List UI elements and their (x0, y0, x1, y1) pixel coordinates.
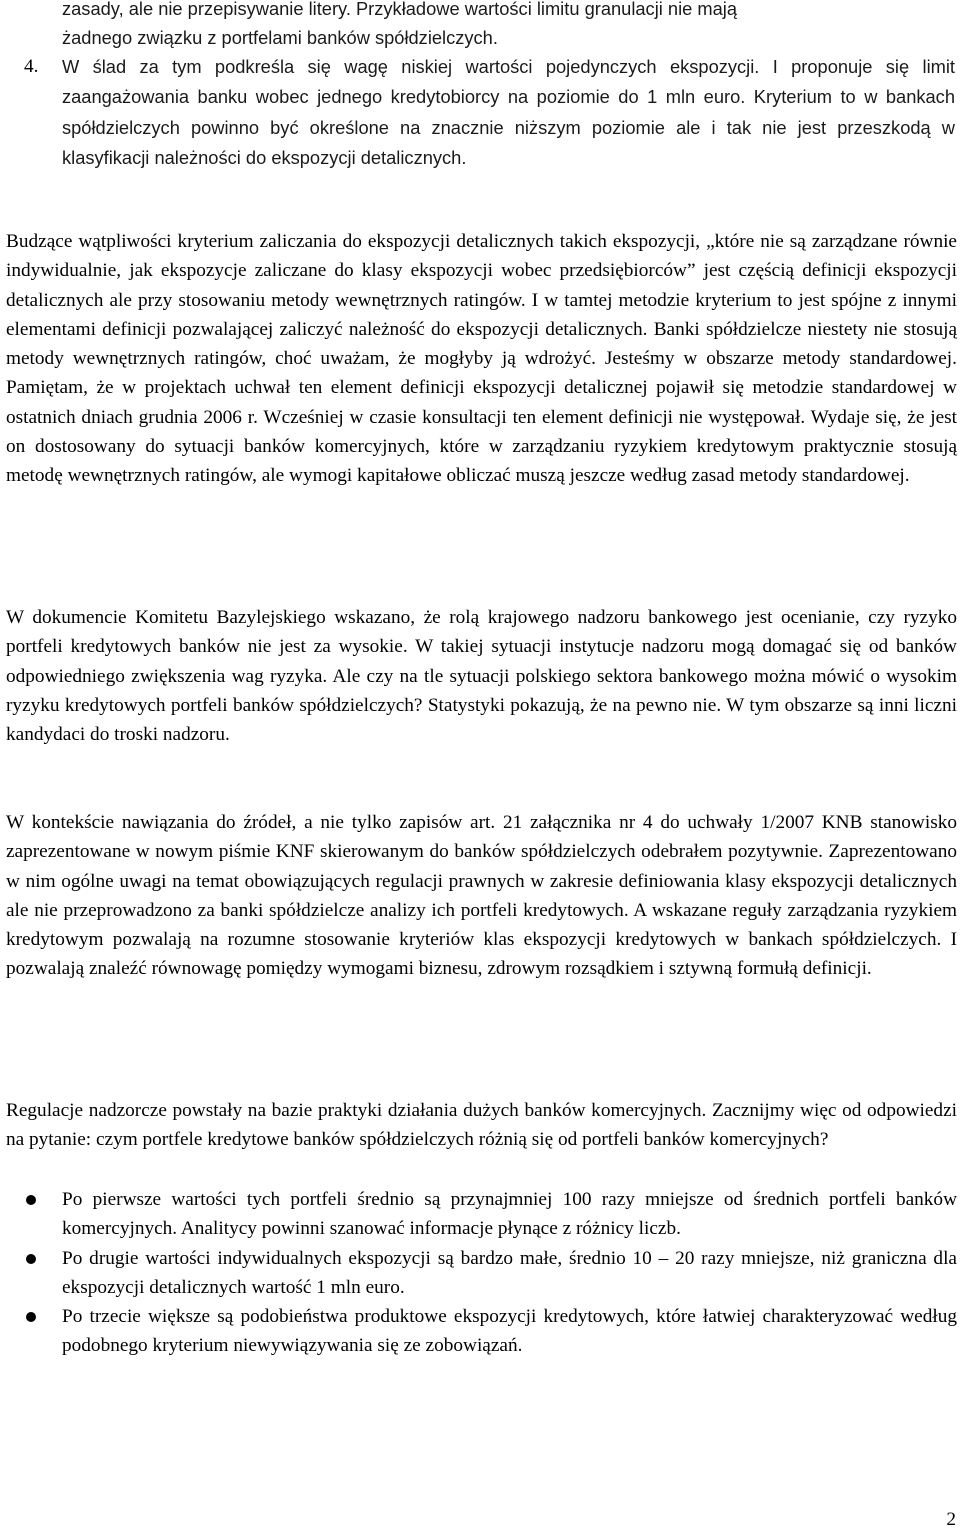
list-item (6, 1302, 957, 1361)
numbered-item-4 (24, 52, 955, 173)
bullet-text: Po pierwsze wartości tych portfeli średnio są przynajmniej 100 razy mniejsze od średnich portfeli banków komercyjnych. Analitycy powinni szanować informacje płynące z różnicy liczb. (62, 1189, 957, 1240)
paragraph-basel-committee: W dokumencie Komitetu Bazylejskiego wskazano, że rolą krajowego nadzoru bankowego jest ocenianie, czy ryzyko portfeli kredytowych banków nie jest za wysokie. W takiej sytuacji instytucje nadzoru mogą domagać się od banków odpowiedniego zwiększenia wag ryzyka. Ale czy na tle sytuacji polskiego sektora bankowego można mówić o wysokim ryzyku kredytowych portfeli banków spółdzielczych? Statystyki pokazują, że na pewno nie. W tym obszarze są inni liczni kandydaci do troski nadzoru. (6, 607, 957, 746)
continuation-line-2: żadnego związku z portfelami banków spółdzielczych. (62, 27, 498, 49)
list-item (6, 1244, 957, 1303)
list-item (6, 1185, 957, 1244)
continuation-line-1: zasady, ale nie przepisywanie litery. Przykładowe wartości limitu granulacji nie mają (62, 0, 737, 19)
paragraph-retail-criterion: Budzące wątpliwości kryterium zaliczania do ekspozycji detalicznych takich ekspozycji, „które nie są zarządzane równie indywidualnie, jak ekspozycje zaliczane do klasy ekspozycji wobec przedsiębiorców” jest częścią definicji ekspozycji detalicznych ale przy stosowaniu metody wewnętrznych ratingów. I w tamtej metodzie kryterium to jest spójne z innymi elementami definicji pozwalającej zaliczyć należność do ekspozycji detalicznych. Banki spółdzielcze niestety nie stosują metody wewnętrznych ratingów, choć uważam, że mogłyby ją wdrożyć. Jesteśmy w obszarze metody standardowej. Pamiętam, że w projektach uchwał ten element definicji ekspozycji detalicznej pojawił się metodzie standardowej w ostatnich dniach grudnia 2006 r. Wcześniej w czasie konsultacji ten element definicji nie występował. Wydaje się, że jest on dostosowany do sytuacji banków komercyjnych, które w zarządzaniu ryzykiem kredytowym praktycznie stosują metodę wewnętrznych ratingów, ale wymogi kapitałowe obliczać muszą jeszcze według zasad metody standardowej. (6, 231, 957, 487)
paragraph-knf-letter: W kontekście nawiązania do źródeł, a nie tylko zapisów art. 21 załącznika nr 4 do uchwały 1/2007 KNB stanowisko zaprezentowane w nowym piśmie KNF skierowanym do banków spółdzielczych odebrałem pozytywnie. Zaprezentowano w nim ogólne uwagi na temat obowiązujących regulacji prawnych w zakresie definiowania klasy ekspozycji detalicznych ale nie przeprowadzono za banki spółdzielcze analizy ich portfeli kredytowych. A wskazane reguły zarządzania ryzykiem kredytowym pozwalają na rozumne stosowanie kryteriów klas ekspozycji kredytowych w bankach spółdzielczych. I pozwalają znaleźć równowagę pomiędzy wymogami biznesu, zdrowym rozsądkiem i sztywną formułą definicji. (6, 812, 957, 980)
continuation-text (62, 0, 955, 53)
bullet-icon (26, 1312, 36, 1322)
bullet-text: Po drugie wartości indywidualnych ekspozycji są bardzo małe, średnio 10 – 20 razy mniejsze, niż graniczna dla ekspozycji detalicznych wartość 1 mln euro. (62, 1247, 957, 1298)
item-4-text (62, 52, 955, 173)
item-number: 4. (24, 56, 39, 77)
paragraph-regulations: Regulacje nadzorcze powstały na bazie praktyki działania dużych banków komercyjnych. Zacznijmy więc od odpowiedzi na pytanie: czym portfele kredytowe banków spółdzielczych różnią się od portfeli banków komercyjnych? (6, 1100, 957, 1151)
item-4-text: W ślad za tym podkreśla się wagę niskiej wartości pojedynczych ekspozycji. I proponuje się limit zaangażowania banku wobec jednego kredytobiorcy na poziomie do 1 mln euro. Kryterium to w bankach spółdzielczych powinno być określone na znacznie niższym poziomie ale i tak nie jest przeszkodą w klasyfikacji należności do ekspozycji detalicznych. (62, 56, 955, 168)
bullet-icon (26, 1195, 36, 1205)
page-number: 2 (946, 1509, 956, 1530)
bullet-icon (26, 1254, 36, 1264)
bullet-text: Po trzecie większe są podobieństwa produktowe ekspozycji kredytowych, które łatwiej charakteryzować według podobnego kryterium niewywiązywania się ze zobowiązań. (62, 1306, 957, 1357)
bullet-list (6, 1185, 957, 1361)
